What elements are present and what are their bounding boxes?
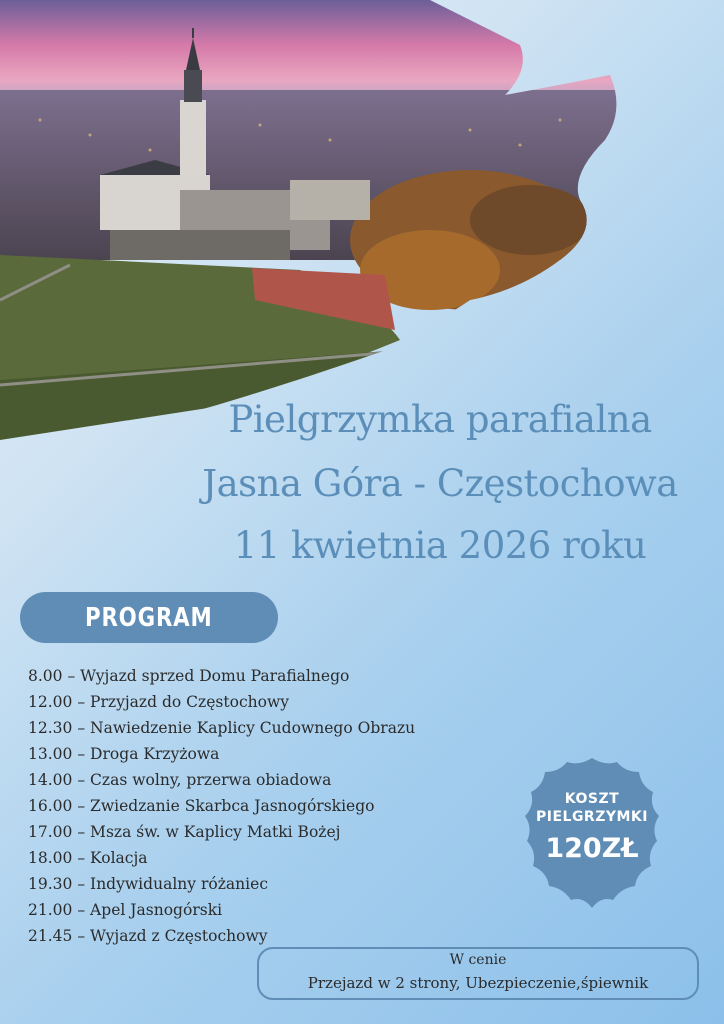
schedule-item: 16.00 – Zwiedzanie Skarbca Jasnogórskiego: [28, 796, 375, 815]
schedule-item: 12.30 – Nawiedzenie Kaplicy Cudownego Obrazu: [28, 718, 416, 737]
schedule-item: 19.30 – Indywidualny różaniec: [28, 874, 269, 893]
cost-label-line-1: KOSZT: [564, 791, 620, 807]
schedule-item: 21.00 – Apel Jasnogórski: [28, 900, 223, 919]
cost-label-line-2: PIELGRZYMKI: [535, 809, 648, 825]
schedule-item: 8.00 – Wyjazd sprzed Domu Parafialnego: [28, 666, 350, 685]
price-badge-text: [507, 790, 677, 866]
program-heading: PROGRAM: [85, 602, 213, 633]
title-line-3: 11 kwietnia 2026 roku: [233, 524, 647, 567]
schedule-item: 13.00 – Droga Krzyżowa: [28, 744, 220, 763]
title-line-1: Pielgrzymka parafialna: [228, 398, 652, 441]
program-schedule: [28, 663, 427, 949]
included-box: [257, 947, 699, 1000]
schedule-item: 12.00 – Przyjazd do Częstochowy: [28, 692, 290, 711]
title-line-2: Jasna Góra - Częstochowa: [202, 462, 678, 505]
included-details: Przejazd w 2 strony, Ubezpieczenie,śpiewnik: [307, 974, 649, 992]
jasna-gora-photo: [0, 0, 620, 450]
program-heading-pill: [20, 592, 278, 643]
schedule-item: 18.00 – Kolacja: [28, 848, 148, 867]
cost-price: 120ZŁ: [545, 833, 639, 864]
schedule-item: 14.00 – Czas wolny, przerwa obiadowa: [28, 770, 332, 789]
schedule-item: 21.45 – Wyjazd z Częstochowy: [28, 926, 268, 945]
schedule-item: 17.00 – Msza św. w Kaplicy Matki Bożej: [28, 822, 341, 841]
included-heading: W cenie: [449, 952, 507, 968]
